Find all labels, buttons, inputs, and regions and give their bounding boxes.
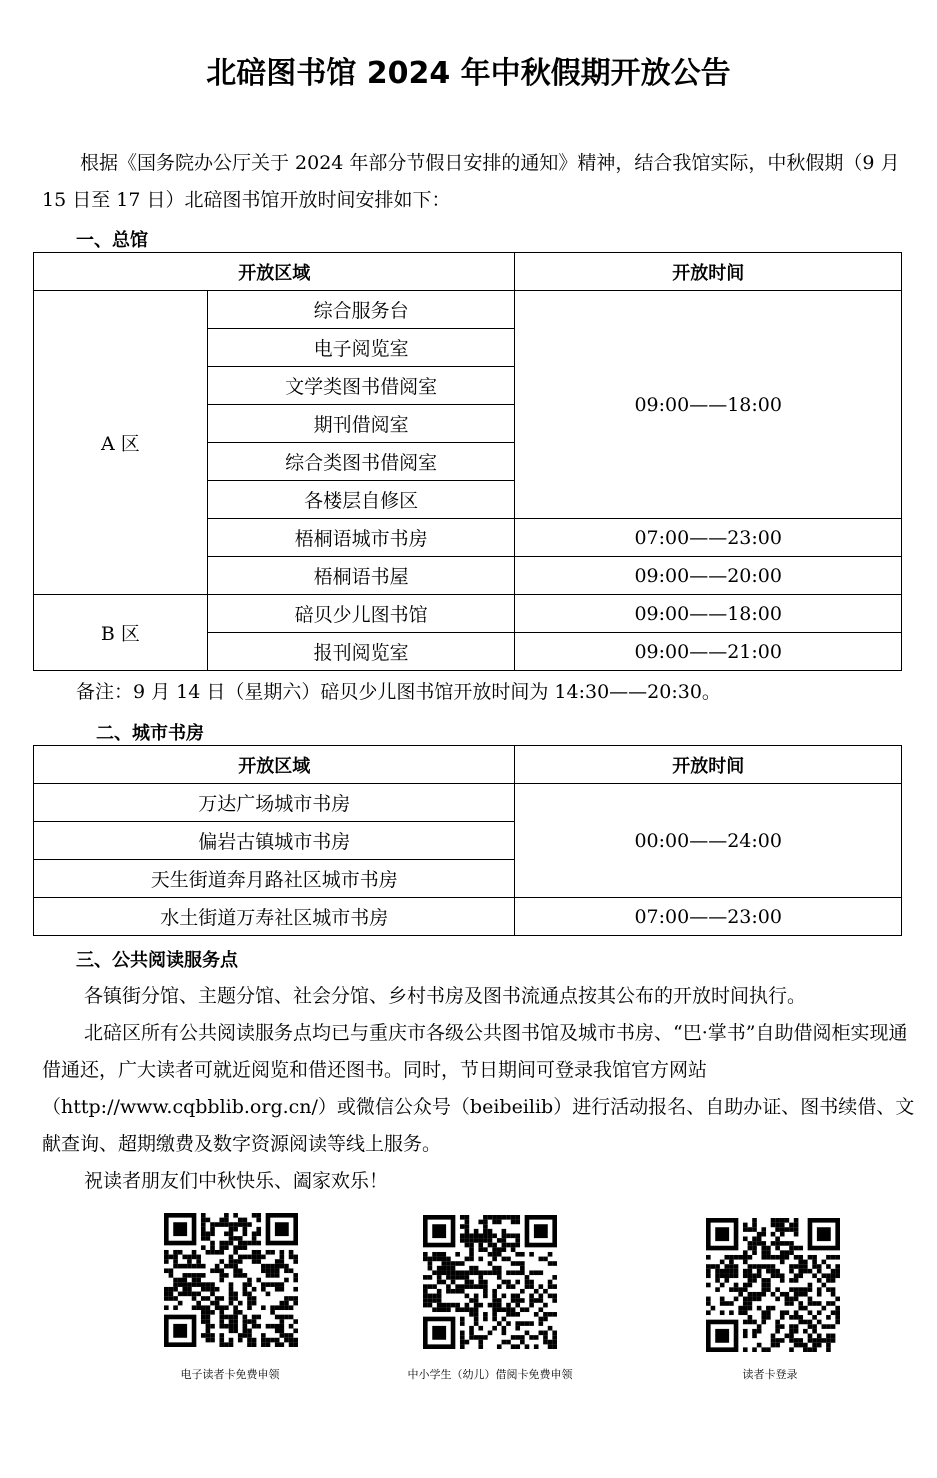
section3-paragraph-3: 祝读者朋友们中秋快乐、阖家欢乐！ (84, 1170, 389, 1192)
room-cell: 文学类图书借阅室 (207, 367, 515, 405)
qr-caption-1: 电子读者卡免费申领 (180, 1368, 280, 1381)
zone-a: A 区 (34, 291, 208, 595)
header-time: 开放时间 (515, 746, 902, 784)
section1-heading: 一、总馆 (76, 230, 148, 251)
header-area: 开放区域 (34, 746, 515, 784)
room-cell: 碚贝少儿图书馆 (207, 595, 515, 633)
room-cell: 报刊阅览室 (207, 633, 515, 671)
section2-heading: 二、城市书房 (96, 723, 204, 744)
qr-code-e-card (164, 1213, 298, 1347)
time-cell: 09:00——18:00 (515, 595, 902, 633)
section3-paragraph-2: 北碚区所有公共阅读服务点均已与重庆市各级公共图书馆及城市书房、“巴·掌书”自助借阅柜实现通借通还，广大读者可就近阅览和借还图书。同时，节日期间可登录我馆官方网站（http://www.cqbblib.org.cn/）或微信公众号（beibeilib）进行活动报名、自助办证、图书续借、文献查询、超期缴费及数字资源阅读等线上服务。 (42, 1022, 915, 1155)
time-cell: 09:00——21:00 (515, 633, 902, 671)
room-cell: 天生街道奔月路社区城市书房 (34, 860, 515, 898)
note: 备注：9 月 14 日（星期六）碚贝少儿图书馆开放时间为 14:30——20:30。 (76, 681, 721, 703)
room-cell: 偏岩古镇城市书房 (34, 822, 515, 860)
city-bookroom-table (33, 745, 902, 936)
qr-caption-2: 中小学生（幼儿）借阅卡免费申领 (407, 1368, 573, 1381)
room-cell: 梧桐语城市书房 (207, 519, 515, 557)
room-cell: 水土街道万寿社区城市书房 (34, 898, 515, 936)
header-area: 开放区域 (34, 253, 515, 291)
section3-heading: 三、公共阅读服务点 (76, 950, 238, 971)
room-cell: 万达广场城市书房 (34, 784, 515, 822)
time-cell: 07:00——23:00 (515, 898, 902, 936)
room-cell: 期刊借阅室 (207, 405, 515, 443)
qr-caption-3: 读者卡登录 (742, 1368, 798, 1381)
page-title: 北碚图书馆 2024 年中秋假期开放公告 (206, 56, 731, 91)
room-cell: 各楼层自修区 (207, 481, 515, 519)
main-library-table (33, 252, 902, 671)
intro-paragraph: 根据《国务院办公厅关于 2024 年部分节假日安排的通知》精神，结合我馆实际，中秋假期（9 月 15 日至 17 日）北碚图书馆开放时间安排如下： (42, 152, 900, 211)
qr-code-reader-login (706, 1218, 840, 1352)
room-cell: 综合类图书借阅室 (207, 443, 515, 481)
time-cell: 09:00——20:00 (515, 557, 902, 595)
room-cell: 综合服务台 (207, 291, 515, 329)
room-cell: 电子阅览室 (207, 329, 515, 367)
zone-b: B 区 (34, 595, 208, 671)
header-time: 开放时间 (515, 253, 902, 291)
room-cell: 梧桐语书屋 (207, 557, 515, 595)
time-cell: 09:00——18:00 (515, 291, 902, 519)
section3-paragraph-1: 各镇街分馆、主题分馆、社会分馆、乡村书房及图书流通点按其公布的开放时间执行。 (84, 985, 807, 1007)
time-cell: 07:00——23:00 (515, 519, 902, 557)
qr-code-student-card (423, 1215, 557, 1349)
time-cell: 00:00——24:00 (515, 784, 902, 898)
